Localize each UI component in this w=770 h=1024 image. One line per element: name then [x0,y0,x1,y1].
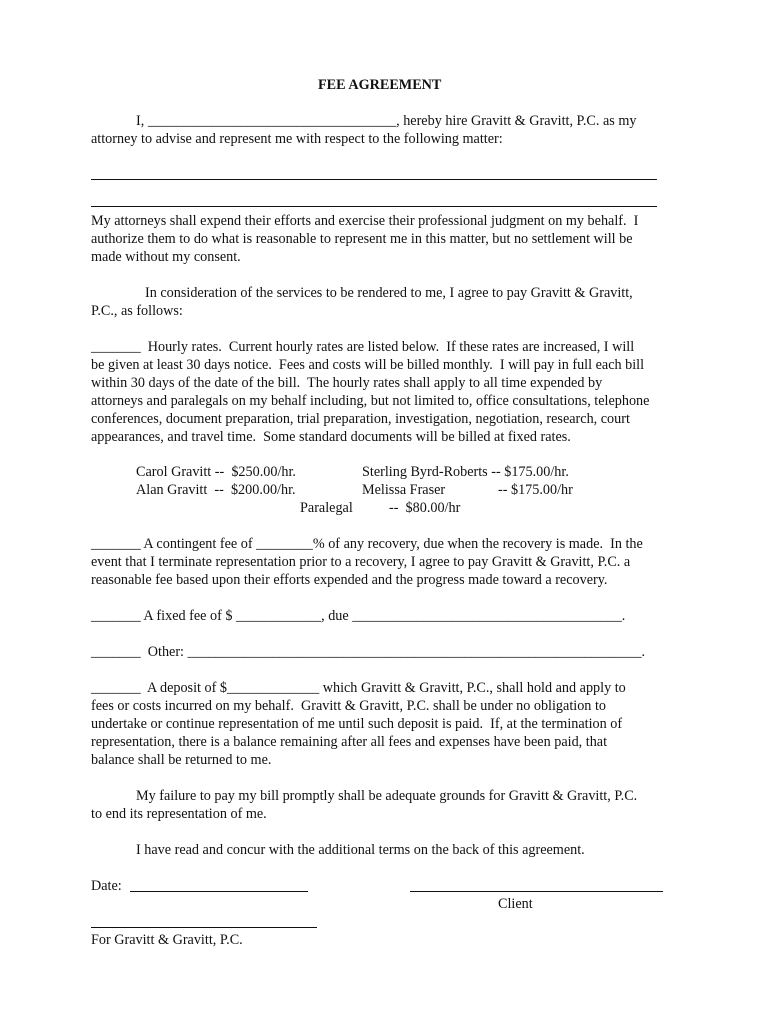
client-signature-line[interactable] [410,891,663,892]
intro-line-1: I, ___________________________________, hereby hire Gravitt & Gravitt, P.C. as my [136,113,637,129]
contingent-line-1: _______ A contingent fee of ________% of any recovery, due when the recovery is made. In the [91,536,643,552]
deposit-line-1: _______ A deposit of $_____________ which Gravitt & Gravitt, P.C., shall hold and apply to [91,680,626,696]
consideration-line-2: P.C., as follows: [91,303,183,319]
fixed-fee-line: _______ A fixed fee of $ ____________, due ______________________________________. [91,608,626,624]
deposit-line-4: representation, there is a balance remaining after all fees and expenses have been paid, that [91,734,608,750]
rate-melissa-fraser-rate: -- $175.00/hr [498,482,573,498]
rate-sterling-byrd-roberts: Sterling Byrd-Roberts -- $175.00/hr. [362,464,569,480]
contingent-line-2: event that I terminate representation prior to a recovery, I agree to pay Gravitt & Gravitt, P.C. a [91,554,631,570]
failure-line-2: to end its representation of me. [91,806,267,822]
consideration-line-1: In consideration of the services to be rendered to me, I agree to pay Gravitt & Gravitt, [145,285,633,301]
matter-blank-line-1[interactable] [91,179,657,180]
intro-line-2: attorney to advise and represent me with respect to the following matter: [91,131,503,147]
date-label: Date: [91,878,122,894]
rate-carol-gravitt: Carol Gravitt -- $250.00/hr. [136,464,296,480]
client-label: Client [498,896,533,912]
hourly-line-1: _______ Hourly rates. Current hourly rates are listed below. If these rates are increased, I will [91,339,635,355]
deposit-line-3: undertake or continue representation of me until such deposit is paid. If, at the termination of [91,716,623,732]
hourly-line-3: within 30 days of the date of the bill. The hourly rates shall apply to all time expended by [91,375,603,391]
rate-alan-gravitt: Alan Gravitt -- $200.00/hr. [136,482,296,498]
contingent-line-3: reasonable fee based upon their efforts expended and the progress made toward a recovery. [91,572,608,588]
hourly-line-2: be given at least 30 days notice. Fees and costs will be billed monthly. I will pay in full each bill [91,357,645,373]
deposit-line-5: balance shall be returned to me. [91,752,272,768]
concur-line: I have read and concur with the additional terms on the back of this agreement. [136,842,585,858]
rate-paralegal-label: Paralegal [300,500,353,516]
date-signature-line[interactable] [130,891,308,892]
other-fee-line: _______ Other: ________________________________________________________________. [91,644,646,660]
hourly-line-6: appearances, and travel time. Some standard documents will be billed at fixed rates. [91,429,571,445]
authorize-line-3: made without my consent. [91,249,241,265]
authorize-line-2: authorize them to do what is reasonable to represent me in this matter, but no settlement will be [91,231,633,247]
hourly-line-4: attorneys and paralegals on my behalf including, but not limited to, office consultations, telephone [91,393,650,409]
hourly-line-5: conferences, document preparation, trial preparation, investigation, negotiation, research, court [91,411,630,427]
matter-blank-line-2[interactable] [91,206,657,207]
firm-signature-line[interactable] [91,927,317,928]
deposit-line-2: fees or costs incurred on my behalf. Gravitt & Gravitt, P.C. shall be under no obligation to [91,698,606,714]
firm-label: For Gravitt & Gravitt, P.C. [91,932,243,948]
authorize-line-1: My attorneys shall expend their efforts and exercise their professional judgment on my behalf. I [91,213,639,229]
rate-paralegal-rate: -- $80.00/hr [389,500,461,516]
document-title: FEE AGREEMENT [318,77,442,93]
rate-melissa-fraser-name: Melissa Fraser [362,482,446,498]
failure-line-1: My failure to pay my bill promptly shall be adequate grounds for Gravitt & Gravitt, P.C. [136,788,638,804]
